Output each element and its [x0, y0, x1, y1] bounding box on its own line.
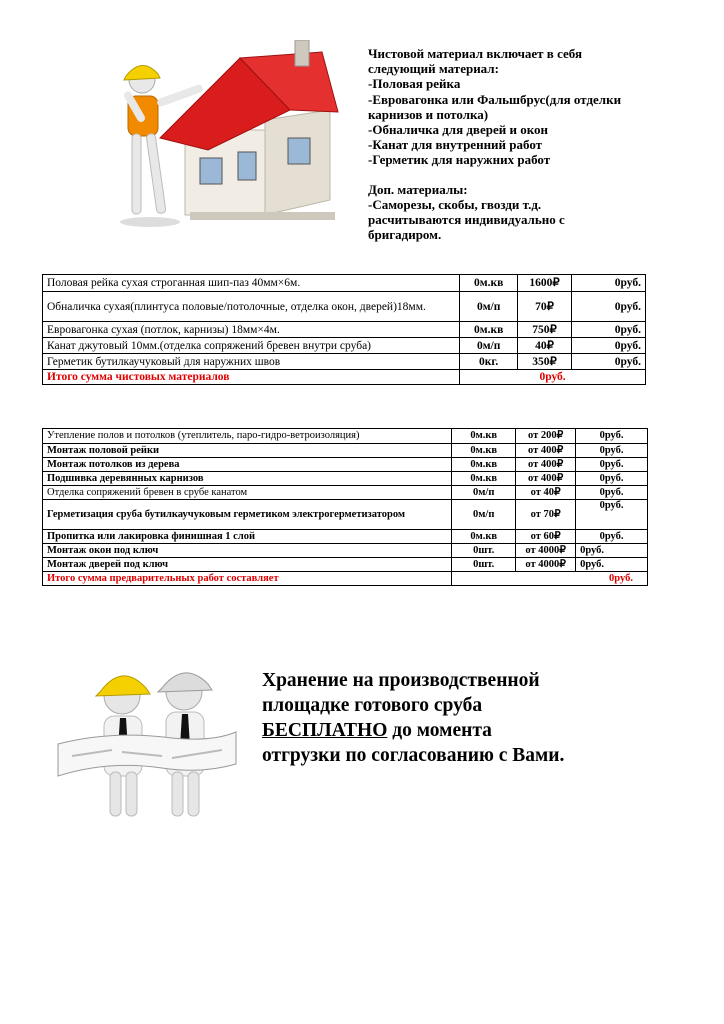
work-total: 0руб.	[576, 429, 648, 444]
work-name: Монтаж дверей под ключ	[43, 558, 452, 572]
extra-line: расчитываются индивидуально с	[368, 212, 565, 228]
materials-description	[368, 46, 698, 242]
work-total: 0руб.	[576, 444, 648, 458]
work-total: 0руб.	[576, 500, 648, 530]
intro-heading-line-2: следующий материал:	[368, 61, 499, 77]
table-row	[43, 429, 648, 444]
finish-materials-table	[42, 274, 646, 385]
work-price: от 4000₽	[516, 544, 576, 558]
storage-line-1: Хранение на производственной	[262, 670, 540, 691]
work-name: Монтаж окон под ключ	[43, 544, 452, 558]
table-row	[43, 500, 648, 530]
table-row	[43, 558, 648, 572]
work-name: Пропитка или лакировка финишная 1 слой	[43, 530, 452, 544]
extra-line: -Саморезы, скобы, гвозди т.д.	[368, 196, 542, 212]
material-name: Герметик бутилкаучуковый для наружних швов	[43, 354, 460, 370]
material-total: 0руб.	[572, 275, 646, 292]
work-total: 0руб.	[576, 530, 648, 544]
material-total: 0руб.	[572, 338, 646, 354]
works-total-value: 0руб.	[452, 572, 648, 586]
work-quantity: 0м.кв	[452, 458, 516, 472]
work-price: от 70₽	[516, 500, 576, 530]
material-quantity: 0м.кв	[460, 322, 518, 338]
table-row	[43, 444, 648, 458]
work-name: Монтаж потолков из дерева	[43, 458, 452, 472]
work-price: от 400₽	[516, 444, 576, 458]
intro-item: -Герметик для наружних работ	[368, 152, 551, 168]
work-total: 0руб.	[576, 544, 648, 558]
work-quantity: 0м/п	[452, 486, 516, 500]
material-price: 1600₽	[518, 275, 572, 292]
work-price: от 400₽	[516, 472, 576, 486]
work-total: 0руб.	[576, 558, 648, 572]
intro-item: -Половая рейка	[368, 76, 461, 92]
table-row	[43, 292, 646, 322]
work-quantity: 0шт.	[452, 544, 516, 558]
work-price: от 40₽	[516, 486, 576, 500]
work-quantity: 0м.кв	[452, 530, 516, 544]
table-row	[43, 472, 648, 486]
material-name: Евровагонка сухая (потлок, карнизы) 18мм×4м.	[43, 322, 460, 338]
work-price: от 400₽	[516, 458, 576, 472]
storage-notice	[262, 668, 702, 768]
storage-line-2: площадке готового сруба	[262, 695, 483, 716]
work-total: 0руб.	[576, 486, 648, 500]
extra-line: бригадиром.	[368, 227, 442, 243]
work-name: Утепление полов и потолков (утеплитель, паро-гидро-ветроизоляция)	[43, 429, 452, 444]
material-price: 40₽	[518, 338, 572, 354]
table-row	[43, 354, 646, 370]
storage-line-3-rest: до момента	[387, 720, 492, 741]
work-quantity: 0шт.	[452, 558, 516, 572]
material-total: 0руб.	[572, 292, 646, 322]
intro-item: -Евровагонка или Фальшбрус(для отделки	[368, 91, 622, 107]
works-total-label: Итого сумма предварительных работ составляет	[43, 572, 452, 586]
storage-line-4: отгрузки по согласованию с Вами.	[262, 745, 565, 766]
intro-item: -Канат для внутренний работ	[368, 137, 543, 153]
material-price: 350₽	[518, 354, 572, 370]
total-row	[43, 572, 648, 586]
table-row	[43, 486, 648, 500]
material-quantity: 0м/п	[460, 338, 518, 354]
work-name: Монтаж половой рейки	[43, 444, 452, 458]
material-total: 0руб.	[572, 354, 646, 370]
work-name: Подшивка деревянных карнизов	[43, 472, 452, 486]
work-quantity: 0м.кв	[452, 472, 516, 486]
material-name: Обналичка сухая(плинтуса половые/потолочные, отделка окон, дверей)18мм.	[43, 292, 460, 322]
finish-total-label: Итого сумма чистовых материалов	[43, 370, 460, 385]
preliminary-works-table	[42, 428, 648, 586]
work-quantity: 0м.кв	[452, 429, 516, 444]
work-price: от 200₽	[516, 429, 576, 444]
work-name: Отделка сопряжений бревен в срубе канатом	[43, 486, 452, 500]
engineers-blueprint-illustration	[52, 660, 242, 820]
work-quantity: 0м.кв	[452, 444, 516, 458]
work-quantity: 0м/п	[452, 500, 516, 530]
work-total: 0руб.	[576, 458, 648, 472]
finish-total-value: 0руб.	[460, 370, 646, 385]
table-row	[43, 544, 648, 558]
material-quantity: 0м.кв	[460, 275, 518, 292]
table-row	[43, 275, 646, 292]
storage-line-3	[262, 718, 702, 743]
extra-materials-heading: Доп. материалы:	[368, 181, 468, 197]
material-name: Канат джутовый 10мм.(отделка сопряжений бревен внутри сруба)	[43, 338, 460, 354]
material-price: 70₽	[518, 292, 572, 322]
table-row	[43, 530, 648, 544]
table-row	[43, 322, 646, 338]
work-total: 0руб.	[576, 472, 648, 486]
work-name: Герметизация сруба бутилкаучуковым герметиком электрогерметизатором	[43, 500, 452, 530]
house-worker-illustration	[90, 40, 340, 240]
material-total: 0руб.	[572, 322, 646, 338]
material-price: 750₽	[518, 322, 572, 338]
material-name: Половая рейка сухая строганная шип-паз 40мм×6м.	[43, 275, 460, 292]
material-quantity: 0м/п	[460, 292, 518, 322]
work-price: от 60₽	[516, 530, 576, 544]
table-row	[43, 458, 648, 472]
free-emphasis: БЕСПЛАТНО	[262, 720, 388, 741]
table-row	[43, 338, 646, 354]
total-row	[43, 370, 646, 385]
intro-item: карнизов и потолка)	[368, 106, 489, 122]
intro-item: -Обналичка для дверей и окон	[368, 122, 549, 138]
intro-heading-line-1: Чистовой материал включает в себя	[368, 46, 582, 61]
material-quantity: 0кг.	[460, 354, 518, 370]
work-price: от 4000₽	[516, 558, 576, 572]
